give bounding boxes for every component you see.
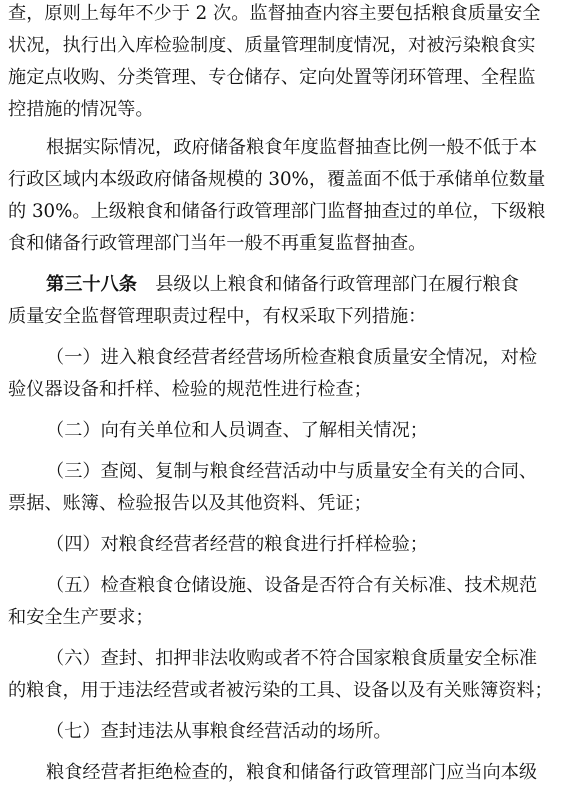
list-item-3-line: （三）查阅、复制与粮食经营活动中与质量安全有关的合同、: [46, 461, 538, 482]
article-gap: [137, 274, 155, 295]
text-line: 验仪器设备和扦样、检验的规范性进行检查；: [8, 379, 372, 400]
article-text: 县级以上粮食和储备行政管理部门在履行粮食: [155, 274, 519, 295]
text-line: 状况，执行出入库检验制度、质量管理制度情况，对被污染粮食实: [8, 35, 536, 56]
text-line: 和安全生产要求；: [8, 607, 154, 628]
text-line: 质量安全监督管理职责过程中，有权采取下列措施：: [8, 306, 427, 327]
text-line: 行政区域内本级政府储备规模的 30%，覆盖面不低于承储单位数量: [8, 169, 546, 190]
text-line: 施定点收购、分类管理、专仓储存、定向处置等闭环管理、全程监: [8, 67, 536, 88]
text-line: 票据、账簿、检验报告以及其他资料、凭证；: [8, 493, 372, 514]
text-line: 的 30%。上级粮食和储备行政管理部门监督抽查过的单位，下级粮: [8, 201, 546, 222]
text-line: 食和储备行政管理部门当年一般不再重复监督抽查。: [8, 233, 427, 254]
text-line: 的粮食，用于违法经营或者被污染的工具、设备以及有关账簿资料；: [8, 680, 553, 701]
list-item-7-line: （七）查封违法从事粮食经营活动的场所。: [46, 721, 392, 742]
paragraph-first-line: 粮食经营者拒绝检查的，粮食和储备行政管理部门应当向本级: [46, 762, 538, 783]
text-line: 控措施的情况等。: [8, 99, 154, 120]
article-first-line: [46, 272, 519, 298]
list-item-4-line: （四）对粮食经营者经营的粮食进行扦样检验；: [46, 534, 428, 555]
article-heading: 第三十八条: [46, 274, 137, 295]
list-item-6-line: （六）查封、扣押非法收购或者不符合国家粮食质量安全标准: [46, 648, 538, 669]
list-item-2-line: （二）向有关单位和人员调查、了解相关情况；: [46, 420, 428, 441]
text-line: 查，原则上每年不少于 2 次。监督抽查内容主要包括粮食质量安全: [8, 3, 541, 24]
paragraph-first-line: 根据实际情况，政府储备粮食年度监督抽查比例一般不低于本: [46, 137, 538, 158]
list-item-1-line: （一）进入粮食经营者经营场所检查粮食质量安全情况，对检: [46, 347, 538, 368]
list-item-5-line: （五）检查粮食仓储设施、设备是否符合有关标准、技术规范: [46, 575, 538, 596]
